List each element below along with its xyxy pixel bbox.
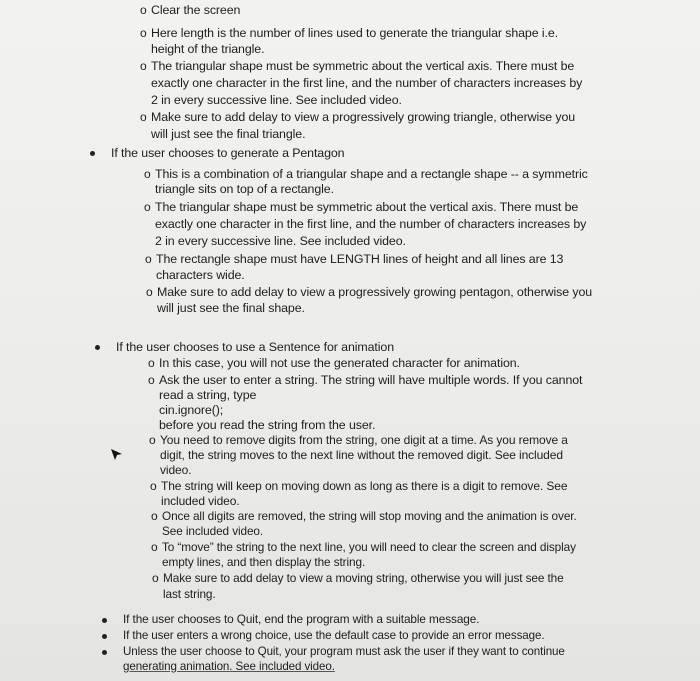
list-item: o Make sure to add delay to view a progressively growing pentagon, otherwise you <box>157 285 592 300</box>
list-item: o Once all digits are removed, the string will stop moving and the animation is over. <box>162 509 577 524</box>
list-item-cont: 2 in every successive line. See included video. <box>151 93 402 107</box>
list-item: o In this case, you will not use the generated character for animation. <box>159 356 520 371</box>
list-item: Unless the user choose to Quit, your program must ask the user if they want to continue <box>123 645 565 658</box>
list-item-cont: digit, the string moves to the next line without the removed digit. See included <box>160 448 563 462</box>
list-item-cont: 2 in every successive line. See included video. <box>155 234 406 248</box>
bullet-dot-icon <box>102 634 107 639</box>
list-item-cont: included video. <box>161 494 240 508</box>
list-item: o Here length is the number of lines used to generate the triangular shape i.e. <box>151 26 558 41</box>
list-item-cont: See included video. <box>162 524 264 538</box>
sentence-heading: If the user chooses to use a Sentence for animation <box>116 340 394 354</box>
list-item: o The string will keep on moving down as long as there is a digit to remove. See <box>161 479 567 494</box>
list-item-cont: empty lines, and then display the string. <box>162 555 366 569</box>
pentagon-heading: If the user chooses to generate a Pentagon <box>111 146 345 160</box>
list-item-cont: exactly one character in the first line, and the number of characters increases by <box>155 217 587 231</box>
list-item-cont: read a string, type <box>159 388 257 402</box>
list-item: If the user chooses to Quit, end the program with a suitable message. <box>123 612 480 626</box>
bullet-dot-icon <box>90 151 95 156</box>
bullet-dot-icon <box>95 345 100 350</box>
list-item-cont: exactly one character in the first line, and the number of characters increases by <box>151 76 583 90</box>
list-item-cont: generating animation. See included video. <box>123 660 335 673</box>
list-item: o This is a combination of a triangular shape and a rectangle shape -- a symmetric <box>155 167 588 182</box>
list-item-cont: video. <box>160 463 192 477</box>
list-item: o To “move” the string to the next line, you will need to clear the screen and display <box>162 540 576 555</box>
list-item: o You need to remove digits from the string, one digit at a time. As you remove a <box>160 433 568 448</box>
list-item-cont: will just see the final shape. <box>157 301 305 315</box>
list-item: o Clear the screen <box>151 3 240 18</box>
list-item-cont: will just see the final triangle. <box>151 127 306 141</box>
list-item: o The triangular shape must be symmetric about the vertical axis. There must be <box>155 200 578 215</box>
list-item: o Make sure to add delay to view a moving string, otherwise you will just see the <box>163 571 564 586</box>
list-item-cont: last string. <box>163 587 216 601</box>
list-item: o The triangular shape must be symmetric about the vertical axis. There must be <box>151 59 574 74</box>
list-item-cont: height of the triangle. <box>151 42 265 56</box>
list-item-cont: characters wide. <box>156 268 245 282</box>
list-item-cont: before you read the string from the user. <box>159 418 376 432</box>
list-item: o The rectangle shape must have LENGTH lines of height and all lines are 13 <box>156 252 563 267</box>
bullet-dot-icon <box>102 618 107 623</box>
list-item: If the user enters a wrong choice, use the default case to provide an error message. <box>123 629 545 642</box>
list-item: o Ask the user to enter a string. The string will have multiple words. If you cannot <box>159 373 582 388</box>
mouse-pointer-icon <box>110 448 124 462</box>
list-item-cont: triangle sits on top of a rectangle. <box>155 182 334 196</box>
list-item: o Make sure to add delay to view a progressively growing triangle, otherwise you <box>151 110 575 125</box>
bullet-dot-icon <box>102 650 107 655</box>
code-text: cin.ignore(); <box>159 403 224 417</box>
